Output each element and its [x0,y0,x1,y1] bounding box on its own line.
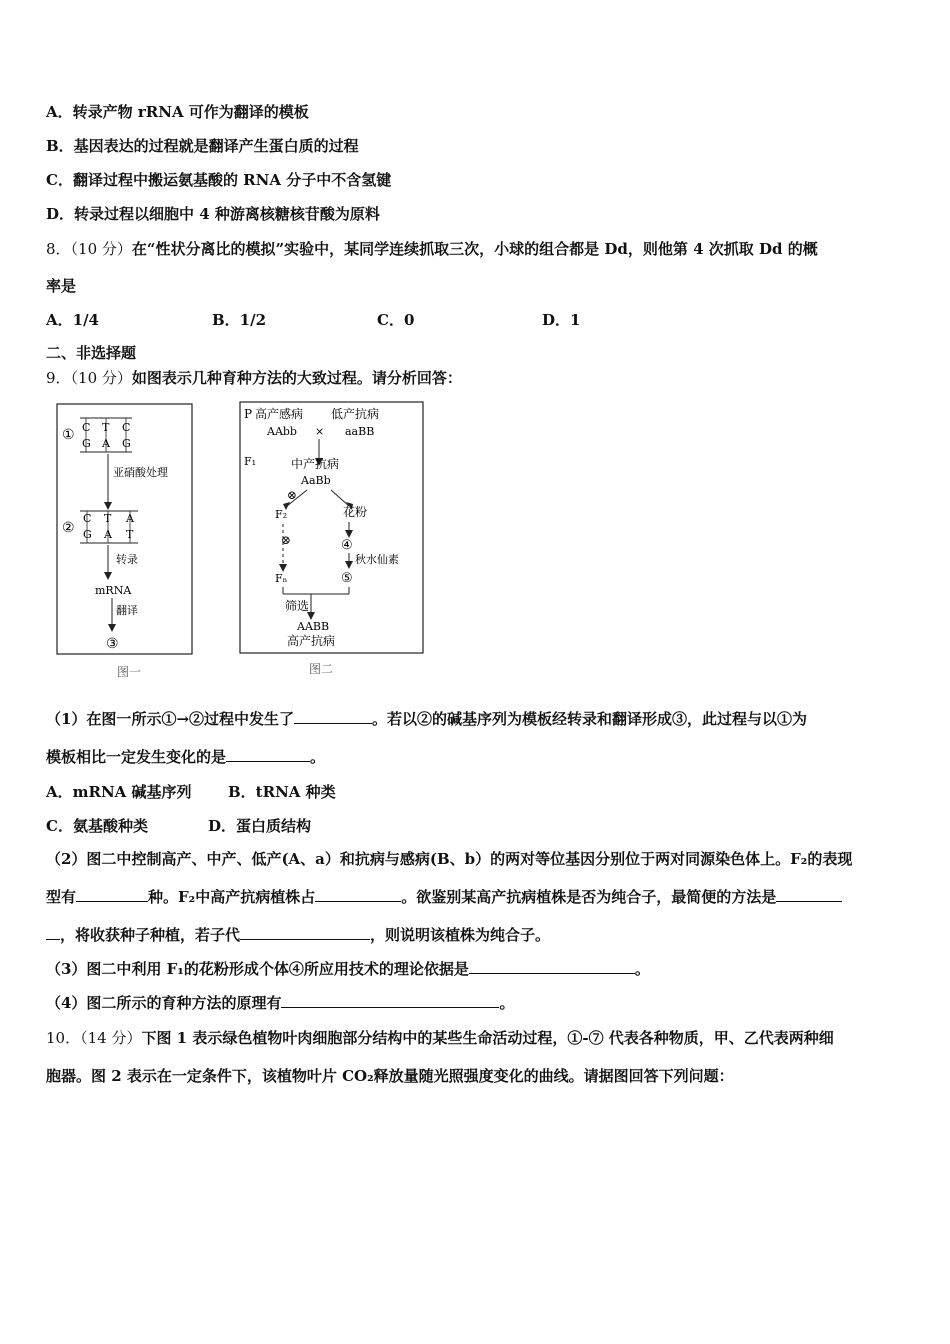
q9-sub1-line1 [46,709,807,729]
answer-blank[interactable] [469,959,635,974]
answer-blank[interactable] [226,747,310,762]
q8-text-1: 在“性状分离比的模拟”实验中，某同学连续抓取三次，小球的组合都是 Dd，则他第 4 次抓取 Dd 的概 [131,240,818,258]
fig2-step-4: ④ [341,538,353,553]
q7-option-a: A．转录产物 rRNA 可作为翻译的模板 [46,103,309,121]
fig1-base: G [122,437,131,450]
q7-option-c: C．翻译过程中搬运氨基酸的 RNA 分子中不含氢键 [46,171,392,189]
fig2-result-phenotype: 高产抗病 [287,634,336,648]
q8-option-c: C．0 [377,311,415,329]
fig1-label-1: ① [62,427,75,443]
q9-sub2-text: 种。F₂中高产抗病植株占 [148,888,316,906]
fig2-f1-genotype: AaBb [301,474,331,487]
q9-sub4-text: （4）图二所示的育种方法的原理有 [46,994,282,1012]
fig1-base: T [126,528,134,541]
fig2-genotype-2: aaBB [345,425,375,438]
figure-1 [50,398,200,683]
q9-sub1-end: 。 [310,748,326,766]
q8-option-a: A．1/4 [46,311,99,329]
q8-stem [46,239,818,259]
answer-blank[interactable] [315,887,401,902]
q9-text: 如图表示几种育种方法的大致过程。请分析回答： [131,369,462,387]
answer-blank[interactable] [281,993,499,1008]
fig1-base: A [126,512,134,525]
figure-1-caption: 图一 [117,665,142,679]
q10-stem-line1 [46,1028,834,1048]
q8-number: 8．（10 分） [46,240,132,258]
answer-blank[interactable] [46,925,60,940]
q9-sub1-option-a: A．mRNA 碱基序列 [46,783,192,801]
q8-option-b: B．1/2 [212,311,267,329]
q9-sub1-option-c: C．氨基酸种类 [46,817,148,835]
q7-option-d: D．转录过程以细胞中 4 种游离核糖核苷酸为原料 [46,205,380,223]
fig1-base: A [102,437,110,450]
fig1-step-translation: 翻译 [116,604,138,617]
q9-sub1-option-d: D．蛋白质结构 [208,817,312,835]
figure-2-frame [240,402,423,653]
fig2-f1-phenotype: 中产抗病 [291,457,340,471]
section-title: 二、非选择题 [46,344,137,362]
fig1-base: A [104,528,112,541]
fig1-base: C [82,421,91,434]
q9-sub3 [46,959,650,979]
q7-option-b: B．基因表达的过程就是翻译产生蛋白质的过程 [46,137,359,155]
fig2-f2: F₂ [275,508,288,521]
fig2-result-genotype: AABB [297,620,330,633]
fig2-cross: × [315,425,325,438]
answer-blank[interactable] [240,925,370,940]
q9-sub3-end: 。 [634,960,650,978]
fig2-selection: 筛选 [285,599,310,613]
fig2-colchicine: 秋水仙素 [355,553,399,566]
fig2-step-5: ⑤ [341,571,353,586]
q9-sub2-text: 型有 [46,888,77,906]
fig2-f1-label: F₁ [244,455,257,468]
fig2-fn: Fₙ [275,572,288,585]
fig1-base: G [83,528,92,541]
q9-sub1-text-c: 模板相比一定发生变化的是 [46,748,227,766]
q9-sub2-text: ，将收获种子种植，若子代 [60,926,241,944]
fig1-base: C [83,512,92,525]
q10-text-1: 下图 1 表示绿色植物叶肉细胞部分结构中的某些生命活动过程，①-⑦ 代表各种物质，甲、乙代表两种细 [141,1029,834,1047]
q9-number: 9．（10 分） [46,369,132,387]
fig2-genotype-1: AAbb [267,425,297,438]
answer-blank[interactable] [76,887,148,902]
q10-stem-line2: 胞器。图 2 表示在一定条件下，该植物叶片 CO₂释放量随光照强度变化的曲线。请据图回答下列问题： [46,1067,734,1085]
q8-option-d: D．1 [542,311,581,329]
figure-2 [235,398,435,683]
q9-sub4 [46,993,514,1013]
q9-sub3-text: （3）图二中利用 F₁的花粉形成个体④所应用技术的理论依据是 [46,960,469,978]
fig2-selfing-2: ⊗ [281,533,292,547]
fig1-base: G [82,437,91,450]
figure-2-caption: 图二 [309,662,334,676]
answer-blank[interactable] [294,709,372,724]
q9-stem [46,368,462,388]
fig1-label-2: ② [62,520,75,536]
fig2-parent-2: 低产抗病 [331,407,380,421]
fig2-selfing: ⊗ [287,488,298,502]
q9-sub2-line3 [46,925,550,945]
q9-sub1-line2 [46,747,325,767]
q9-sub4-end: 。 [499,994,515,1012]
answer-blank[interactable] [776,887,842,902]
q10-number: 10．（14 分） [46,1029,142,1047]
fig1-step-transcription: 转录 [116,553,138,566]
q9-sub1-text-b: 。若以②的碱基序列为模板经转录和翻译形成③，此过程与以①为 [372,710,808,728]
fig1-label-3: ③ [106,636,119,652]
q9-sub1-text-a: （1）在图一所示①→②过程中发生了 [46,710,295,728]
q9-sub2-text: ，则说明该植株为纯合子。 [370,926,551,944]
fig2-parent-1: 高产感病 [255,407,304,421]
q9-sub1-option-b: B．tRNA 种类 [228,783,336,801]
q9-sub2-line1: （2）图二中控制高产、中产、低产(A、a）和抗病与感病(B、b）的两对等位基因分别位于两对同源染色体上。F₂的表现 [46,850,853,868]
fig1-base: C [122,421,131,434]
fig1-base: T [102,421,110,434]
q8-text-2: 率是 [46,277,77,295]
q9-sub2-line2 [46,887,842,907]
fig1-step-nitrous: 亚硝酸处理 [113,466,168,479]
q9-sub2-text: 。欲鉴别某高产抗病植株是否为纯合子，最简便的方法是 [401,888,777,906]
fig2-pollen: 花粉 [343,505,368,519]
fig2-p-label: P [244,407,253,421]
fig1-mrna: mRNA [95,584,132,597]
fig1-base: T [104,512,112,525]
